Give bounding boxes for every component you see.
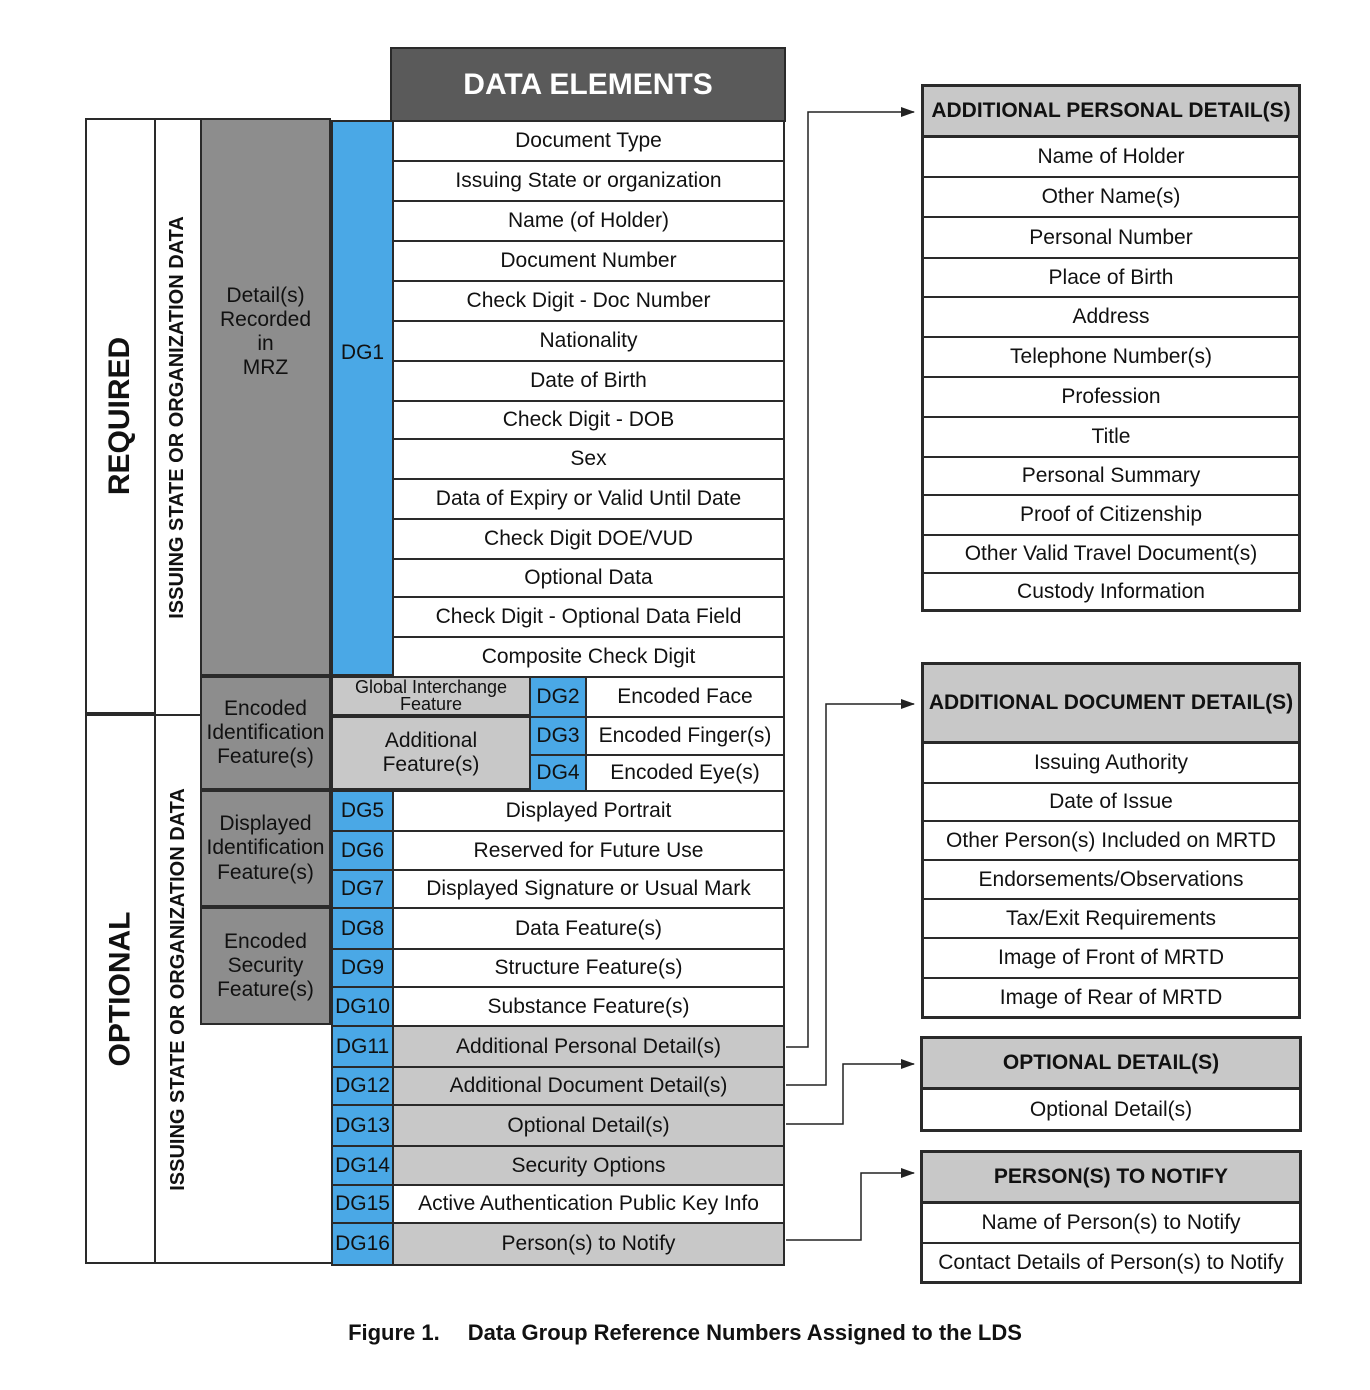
arrow-dg12: [786, 704, 914, 1085]
detail-box-item-text: Title: [1091, 425, 1131, 449]
detail-box-item-text: Issuing Authority: [1033, 751, 1189, 775]
detail-box-item-text: Endorsements/Observations: [978, 867, 1244, 891]
detail-box-item-text: Address: [1072, 305, 1150, 329]
figure-caption-text: Data Group Reference Numbers Assigned to the LDS: [467, 1320, 1022, 1345]
category-mrz-text: Detail(s) Recorded in MRZ: [219, 283, 312, 380]
dg-name: Data Feature(s): [514, 916, 663, 940]
dg-number: DG3: [536, 724, 580, 748]
dg-number: DG8: [340, 916, 385, 940]
dg-name: Encoded Face: [617, 685, 753, 709]
dg-number: DG12: [335, 1074, 390, 1098]
dg1-element-text: Check Digit - Doc Number: [466, 289, 711, 313]
dg-name: Displayed Portrait: [505, 799, 672, 823]
dg-number: DG7: [340, 877, 385, 901]
arrow-dg11: [786, 112, 914, 1047]
issuing-optional-text: ISSUING STATE OR ORGANIZATION DATA: [166, 787, 189, 1191]
figure-caption: [0, 1320, 1370, 1346]
dg-name: Additional Personal Detail(s): [456, 1034, 721, 1058]
dg-number: DG6: [340, 838, 385, 862]
detail-box-item-text: Date of Issue: [1049, 790, 1173, 814]
dg-name: Active Authentication Public Key Info: [418, 1192, 759, 1216]
dg1-element-text: Name (of Holder): [507, 209, 670, 233]
global-interchange-text: Global Interchange Feature: [354, 676, 508, 714]
dg1-label-text: DG1: [340, 341, 385, 365]
detail-box-item-text: Image of Rear of MRTD: [999, 985, 1223, 1009]
detail-box-item-text: Other Person(s) Included on MRTD: [946, 828, 1276, 852]
dg-number: DG14: [335, 1153, 390, 1177]
arrow-dg13: [786, 1064, 914, 1124]
dg-number: DG15: [335, 1192, 390, 1216]
detail-box-title: PERSON(S) TO NOTIFY: [993, 1165, 1229, 1189]
dg-name: Additional Document Detail(s): [449, 1074, 728, 1098]
dg1-element-text: Date of Birth: [530, 369, 647, 393]
dg-name: Security Options: [511, 1153, 666, 1177]
detail-box-item-text: Contact Details of Person(s) to Notify: [938, 1250, 1284, 1274]
dg1-element-text: Check Digit DOE/VUD: [484, 527, 693, 551]
required-text: REQUIRED: [103, 336, 137, 496]
detail-box-item-text: Optional Detail(s): [1029, 1097, 1193, 1121]
dg1-element-text: Sex: [570, 447, 607, 471]
dg1-element-text: Check Digit - Optional Data Field: [435, 605, 742, 629]
dg-number: DG10: [335, 994, 390, 1018]
detail-box-item-text: Tax/Exit Requirements: [1005, 906, 1217, 930]
dg1-element-text: Document Number: [500, 249, 677, 273]
detail-box-item-text: Profession: [1061, 385, 1161, 409]
detail-box-title: ADDITIONAL PERSONAL DETAIL(S): [931, 99, 1291, 123]
dg-number: DG2: [536, 685, 580, 709]
detail-box-item-text: Telephone Number(s): [1010, 345, 1212, 369]
dg-number: DG13: [335, 1113, 390, 1137]
additional-features-text: Additional Feature(s): [382, 728, 480, 776]
detail-box-title: ADDITIONAL DOCUMENT DETAIL(S): [928, 691, 1294, 715]
dg-name: Reserved for Future Use: [473, 838, 704, 862]
detail-box-item-text: Personal Number: [1029, 225, 1193, 249]
dg-name: Encoded Eye(s): [610, 761, 760, 785]
detail-box-item-text: Name of Person(s) to Notify: [981, 1211, 1241, 1235]
detail-box-title: OPTIONAL DETAIL(S): [1002, 1051, 1220, 1075]
dg-name: Encoded Finger(s): [598, 724, 772, 748]
dg-name: Substance Feature(s): [487, 994, 690, 1018]
dg-number: DG16: [335, 1232, 390, 1256]
dg-name: Structure Feature(s): [494, 956, 683, 980]
issuing-required-text: ISSUING STATE OR ORGANIZATION DATA: [165, 215, 188, 619]
dg1-element-text: Document Type: [515, 129, 662, 153]
dg1-element-text: Composite Check Digit: [481, 645, 696, 669]
detail-box-item-text: Personal Summary: [1021, 464, 1201, 488]
dg1-element-text: Nationality: [539, 329, 638, 353]
dg-number: DG4: [536, 761, 580, 785]
dg-number: DG11: [335, 1034, 390, 1058]
category-encoded-security-text: Encoded Security Feature(s): [217, 929, 314, 1002]
dg-name: Optional Detail(s): [507, 1113, 670, 1137]
dg-name: Person(s) to Notify: [501, 1232, 676, 1256]
dg-number: DG5: [340, 799, 385, 823]
dg1-element-text: Check Digit - DOB: [502, 408, 675, 432]
dg1-element-text: Optional Data: [524, 566, 653, 590]
dg-name: Displayed Signature or Usual Mark: [426, 877, 751, 901]
data-elements-title: DATA ELEMENTS: [463, 68, 713, 101]
dg1-element-text: Issuing State or organization: [455, 169, 722, 193]
detail-box-item-text: Image of Front of MRTD: [997, 946, 1225, 970]
arrow-dg16: [786, 1173, 914, 1240]
detail-box-item-text: Name of Holder: [1037, 145, 1185, 169]
detail-box-item-text: Place of Birth: [1048, 265, 1174, 289]
detail-box-item-text: Other Valid Travel Document(s): [964, 542, 1258, 566]
category-displayed-identification-text: Displayed Identification Feature(s): [206, 812, 325, 884]
optional-text: OPTIONAL: [103, 911, 137, 1067]
dg1-element-text: Data of Expiry or Valid Until Date: [435, 487, 742, 511]
dg-number: DG9: [340, 956, 385, 980]
category-encoded-identification-text: Encoded Identification Feature(s): [206, 696, 325, 769]
detail-box-item-text: Custody Information: [1017, 579, 1205, 603]
detail-box-item-text: Other Name(s): [1041, 185, 1181, 209]
detail-box-item-text: Proof of Citizenship: [1019, 503, 1203, 527]
figure-caption-label: Figure 1.: [348, 1320, 440, 1345]
